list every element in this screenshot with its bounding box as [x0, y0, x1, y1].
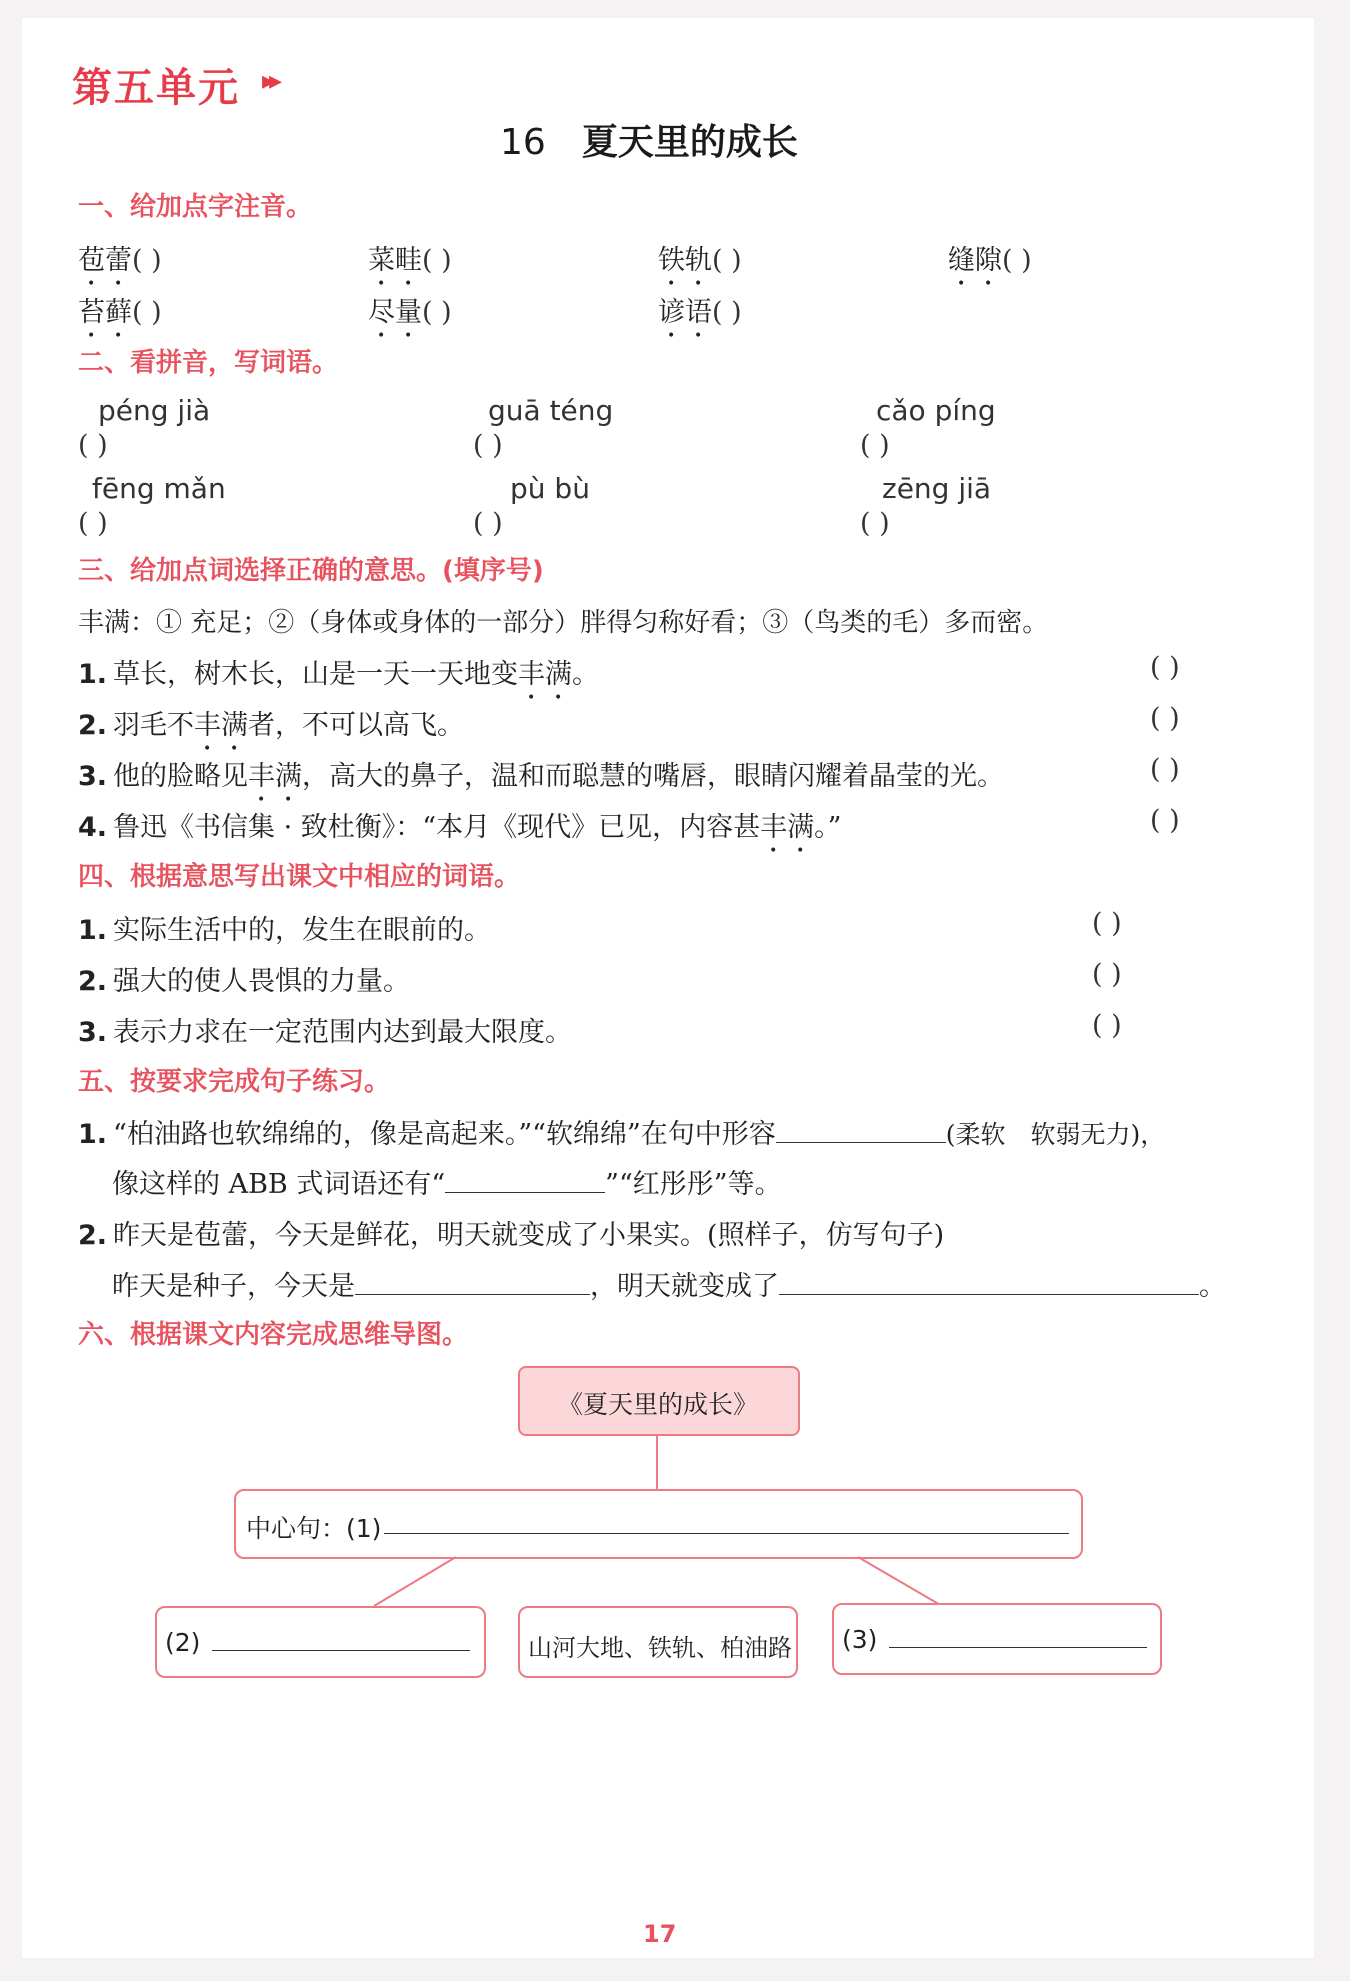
- question-number: 1.: [78, 659, 108, 690]
- connector-line-right: [858, 1557, 942, 1606]
- question-text: 像这样的 ABB 式词语还有“: [112, 1169, 446, 1200]
- answer-paren[interactable]: ( ): [1150, 754, 1180, 785]
- question-text: 羽毛不: [113, 710, 195, 741]
- answer-paren[interactable]: ( ): [860, 508, 890, 539]
- connector-line-left: [374, 1557, 456, 1606]
- answer-paren[interactable]: ( ): [132, 297, 162, 328]
- section6-heading: 六、根据课文内容完成思维导图。: [78, 1320, 469, 1350]
- answer-paren[interactable]: ( ): [78, 430, 108, 461]
- answer-paren[interactable]: ( ): [1150, 652, 1180, 683]
- question-number: 3.: [78, 761, 108, 792]
- branch-label-3: (3): [842, 1625, 878, 1654]
- unit-arrows-icon: ▸▸: [262, 66, 277, 96]
- question-text-end: 。”: [814, 812, 842, 843]
- item-word: 苔藓: [78, 297, 132, 328]
- dotted-word: 丰满: [248, 761, 303, 792]
- item-word: 谚语: [658, 297, 712, 328]
- question-number: 4.: [78, 812, 108, 843]
- item-word: 尽量: [368, 297, 422, 328]
- question-text-end: ”“红彤彤”等。: [605, 1169, 782, 1200]
- question-text: 鲁迅《书信集 · 致杜衡》：“本月《现代》已见，内容甚: [113, 812, 761, 843]
- center-sentence-label: 中心句：(1): [246, 1514, 382, 1543]
- question-text-end: 。: [572, 659, 600, 690]
- dotted-word: 丰满: [760, 812, 815, 843]
- pinyin-prompt: zēng jiā: [882, 472, 992, 505]
- answer-paren[interactable]: ( ): [1092, 908, 1122, 939]
- page-number: 17: [643, 1920, 677, 1948]
- pinyin-prompt: péng jià: [98, 394, 211, 427]
- question-text: 昨天是种子，今天是: [112, 1271, 355, 1302]
- question-number: 2.: [78, 1220, 108, 1251]
- answer-paren[interactable]: ( ): [422, 297, 452, 328]
- question-text-end: 。: [1199, 1271, 1226, 1302]
- branch-box-left: [155, 1606, 486, 1678]
- question-number: 1.: [78, 915, 108, 946]
- lesson-name: 夏天里的成长: [581, 122, 798, 163]
- dotted-word: 丰满: [518, 659, 573, 690]
- pinyin-prompt: guā téng: [488, 394, 614, 427]
- answer-blank[interactable]: [889, 1625, 1147, 1648]
- item-word: 缝隙: [948, 245, 1002, 276]
- question-text-end: 者，不可以高飞。: [248, 710, 465, 741]
- question-text: 他的脸略见: [113, 761, 249, 792]
- question-number: 3.: [78, 1017, 108, 1048]
- answer-paren[interactable]: ( ): [1092, 1010, 1122, 1041]
- question-text: 实际生活中的，发生在眼前的。: [113, 915, 492, 946]
- question-options: (柔软 软弱无力)，: [945, 1120, 1166, 1149]
- answer-paren[interactable]: ( ): [78, 508, 108, 539]
- question-text: 强大的使人畏惧的力量。: [113, 966, 411, 997]
- question-text: 草长，树木长，山是一天一天地变: [113, 659, 519, 690]
- item-word: 铁轨: [658, 245, 712, 276]
- mindmap-title: 《夏天里的成长》: [558, 1390, 759, 1419]
- item-word: 苞蕾: [78, 245, 132, 276]
- branch-text: 山河大地、铁轨、柏油路: [528, 1634, 792, 1662]
- question-number: 1.: [78, 1119, 108, 1150]
- answer-paren[interactable]: ( ): [712, 245, 742, 276]
- answer-paren[interactable]: ( ): [1002, 245, 1032, 276]
- answer-paren[interactable]: ( ): [132, 245, 162, 276]
- question-text: 表示力求在一定范围内达到最大限度。: [113, 1017, 573, 1048]
- unit-title: 第五单元: [72, 65, 240, 111]
- answer-paren[interactable]: ( ): [1092, 959, 1122, 990]
- answer-paren[interactable]: ( ): [1150, 805, 1180, 836]
- answer-paren[interactable]: ( ): [1150, 703, 1180, 734]
- question-text: “柏油路也软绵绵的，像是高起来。”“软绵绵”在句中形容: [113, 1119, 776, 1150]
- answer-paren[interactable]: ( ): [860, 430, 890, 461]
- question-text: 昨天是苞蕾，今天是鲜花，明天就变成了小果实。(照样子，仿写句子): [113, 1220, 945, 1251]
- lesson-number: 16: [500, 122, 546, 163]
- section3-heading: 三、给加点词选择正确的意思。(填序号): [78, 556, 544, 586]
- answer-blank[interactable]: [212, 1628, 470, 1651]
- question-text-mid: ，明天就变成了: [590, 1271, 779, 1302]
- answer-paren[interactable]: ( ): [422, 245, 452, 276]
- section5-heading: 五、按要求完成句子练习。: [78, 1067, 391, 1097]
- branch-box-middle: [518, 1606, 798, 1678]
- answer-paren[interactable]: ( ): [712, 297, 742, 328]
- section1-heading: 一、给加点字注音。: [78, 192, 313, 222]
- question-number: 2.: [78, 966, 108, 997]
- dotted-word: 丰满: [194, 710, 249, 741]
- pinyin-prompt: cǎo píng: [876, 394, 996, 427]
- item-word: 菜畦: [368, 245, 422, 276]
- branch-box-right: [832, 1603, 1162, 1675]
- pinyin-prompt: fēng mǎn: [92, 472, 226, 505]
- question-text-end: ，高大的鼻子，温和而聪慧的嘴唇，眼睛闪耀着晶莹的光。: [302, 761, 1005, 792]
- answer-paren[interactable]: ( ): [473, 508, 503, 539]
- answer-paren[interactable]: ( ): [473, 430, 503, 461]
- section4-heading: 四、根据意思写出课文中相应的词语。: [78, 862, 521, 892]
- pinyin-prompt: pù bù: [510, 472, 590, 505]
- branch-label-2: (2): [165, 1628, 201, 1657]
- question-number: 2.: [78, 710, 108, 741]
- definition-text: 丰满：① 充足；②（身体或身体的一部分）胖得匀称好看；③（鸟类的毛）多而密。: [78, 608, 1049, 638]
- section2-heading: 二、看拼音，写词语。: [78, 348, 339, 378]
